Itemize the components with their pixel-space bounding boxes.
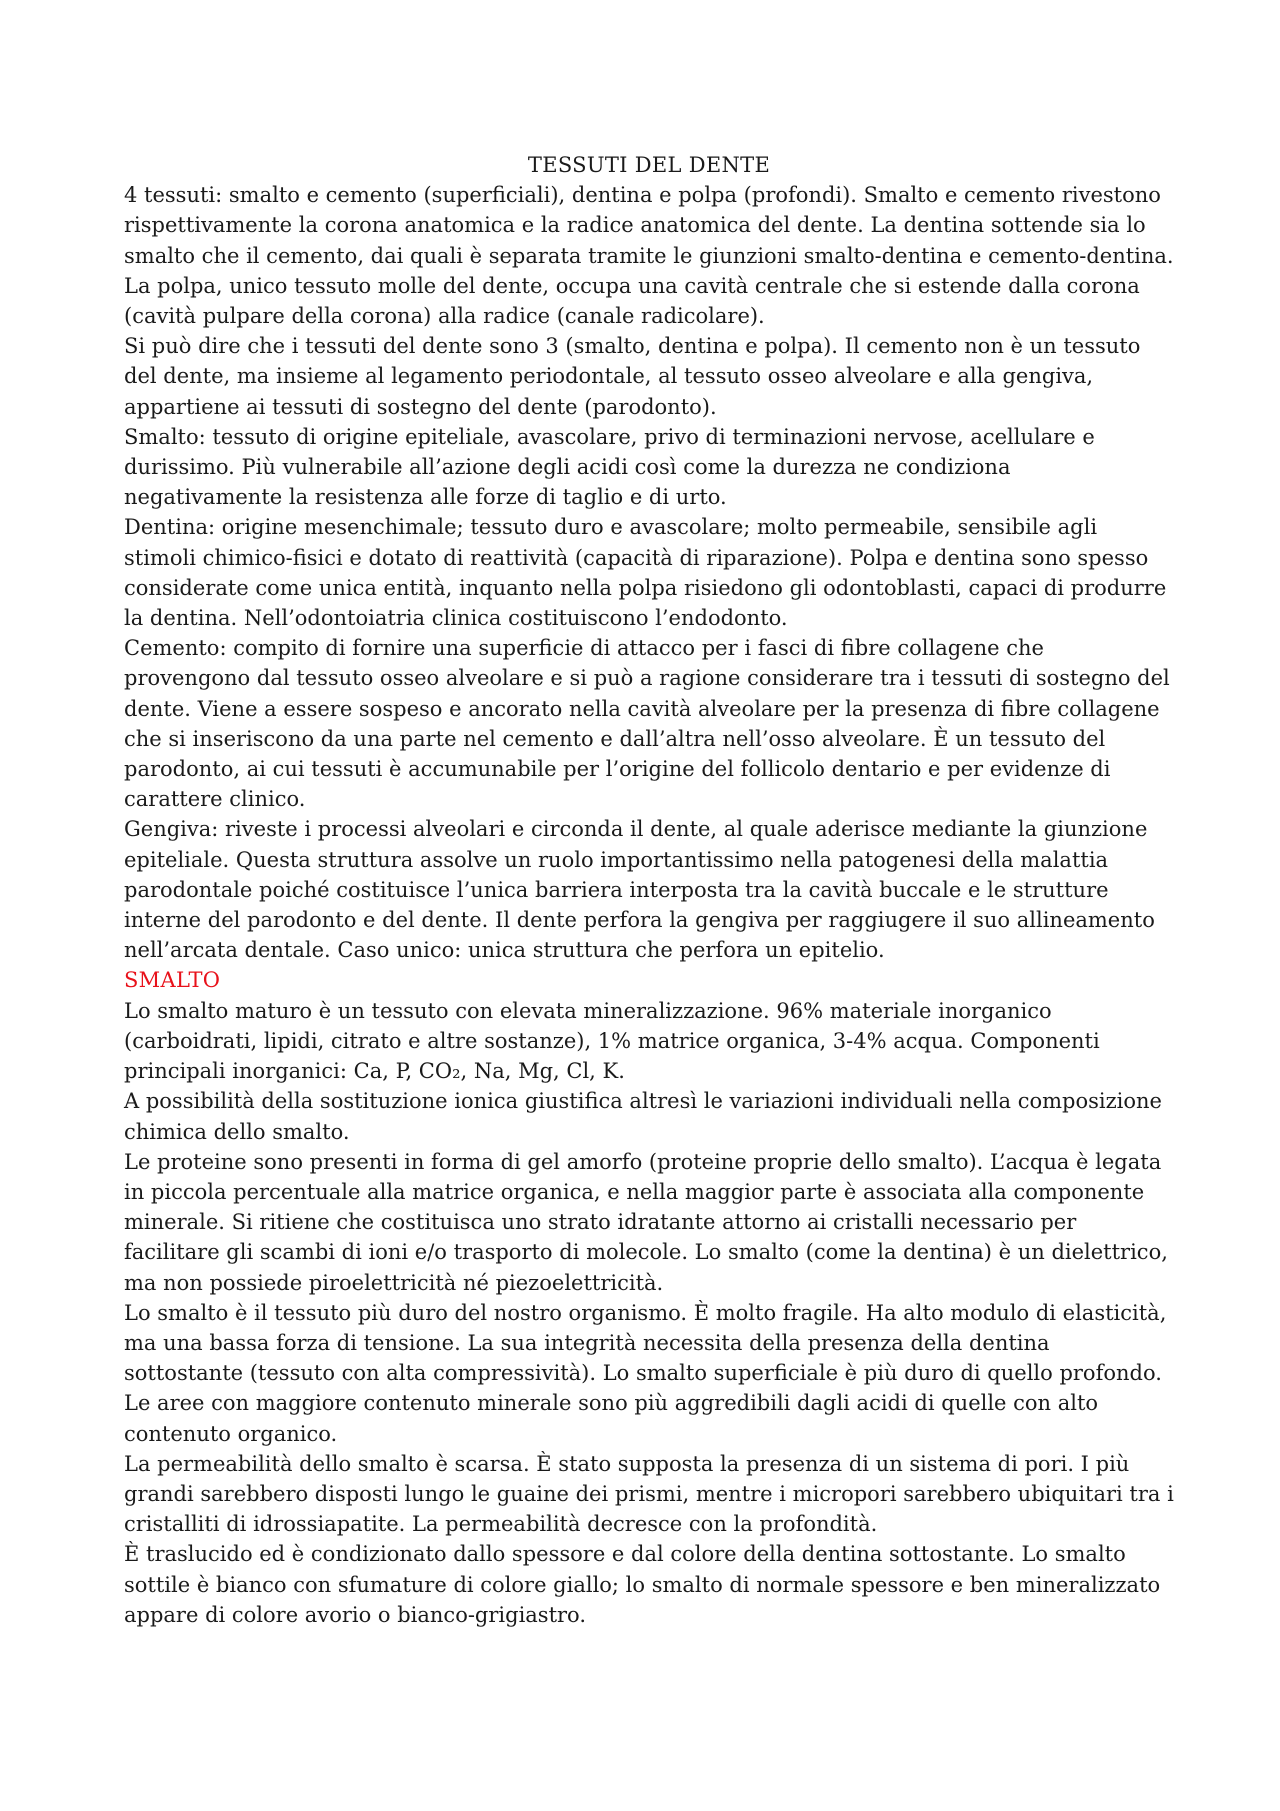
document-title: TESSUTI DEL DENTE [527,153,771,177]
paragraph-cemento-definition: Cemento: compito di fornire una superficie di attacco per i fasci di fibre collagene che provengono dal tessuto osseo alveolare e si può a ragione considerare tra i tessuti di sostegno del dente. Viene a essere sospeso e ancorato nella cavità alveolare per la presenza di fibre collagene che si inseriscono da una parte nel cemento e dall’altra nell’osso alveolare. È un tessuto del parodonto, ai cui tessuti è accumunabile per l’origine del follicolo dentario e per evidenze di carattere clinico. [124,636,1170,812]
section-heading-smalto: SMALTO [124,968,221,993]
document-body [124,150,1174,1630]
paragraph-hardness: Lo smalto è il tessuto più duro del nostro organismo. È molto fragile. Ha alto modulo di elasticità, ma una bassa forza di tensione. La sua integrità necessita della presenza della dentina sottostante (tessuto con alta compressività). Lo smalto superficiale è più duro di quello profondo. [124,1300,1167,1386]
paragraph-permeability: La permeabilità dello smalto è scarsa. È stato supposta la presenza di un sistema di pori. I più grandi sarebbero disposti lungo le guaine dei prismi, mentre i micropori sarebbero ubiquitari tra i cristalliti di idrossiapatite. La permeabilità decresce con la profondità. [124,1451,1174,1537]
paragraph-translucency: È traslucido ed è condizionato dallo spessore e dal colore della dentina sottostante. Lo smalto sottile è bianco con sfumature di colore giallo; lo smalto di normale spessore e ben mineralizzato appare di colore avorio o bianco-grigiastro. [124,1542,1161,1627]
paragraph-intro-tissues: 4 tessuti: smalto e cemento (superficiali), dentina e polpa (profondi). Smalto e cemento rivestono rispettivamente la corona anatomica e la radice anatomica del dente. La dentina sottende sia lo smalto che il cemento, dai quali è separata tramite le giunzioni smalto-dentina e cemento-dentina. La polpa, unico tessuto molle del dente, occupa una cavità centrale che si estende dalla corona (cavità pulpare della corona) alla radice (canale radicolare). [124,183,1174,329]
paragraph-ionic-substitution: A possibilità della sostituzione ionica giustifica altresì le variazioni individuali nella composizione chimica dello smalto. [124,1089,1162,1144]
paragraph-smalto-composition: Lo smalto maturo è un tessuto con elevata mineralizzazione. 96% materiale inorganico (carboidrati, lipidi, citrato e altre sostanze), 1% matrice organica, 3-4% acqua. Componenti principali inorganici: Ca, P, CO₂, Na, Mg, Cl, K. [124,998,1100,1084]
paragraph-dentina-definition: Dentina: origine mesenchimale; tessuto duro e avascolare; molto permeabile, sensibile agli stimoli chimico-fisici e dotato di reattività (capacità di riparazione). Polpa e dentina sono spesso considerate come unica entità, inquanto nella polpa risiedono gli odontoblasti, capaci di produrre la dentina. Nell’odontoiatria clinica costituiscono l’endodonto. [124,515,1167,631]
paragraph-smalto-definition: Smalto: tessuto di origine epiteliale, avascolare, privo di terminazioni nervose, acellulare e durissimo. Più vulnerabile all’azione degli acidi così come la durezza ne condiziona negativamente la resistenza alle forze di taglio e di urto. [124,424,1095,510]
paragraph-gengiva-definition: Gengiva: riveste i processi alveolari e circonda il dente, al quale aderisce mediante la giunzione epiteliale. Questa struttura assolve un ruolo importantissimo nella patogenesi della malattia parodontale poiché costituisce l’unica barriera interposta tra la cavità buccale e le strutture interne del parodonto e del dente. Il dente perfora la gengiva per raggiugere il suo allineamento nell’arcata dentale. Caso unico: unica struttura che perfora un epitelio. [124,817,1155,963]
paragraph-proteins-water: Le proteine sono presenti in forma di gel amorfo (proteine proprie dello smalto). L’acqua è legata in piccola percentuale alla matrice organica, e nella maggior parte è associata alla componente minerale. Si ritiene che costituisca uno strato idratante attorno ai cristalli necessario per facilitare gli scambi di ioni e/o trasporto di molecole. Lo smalto (come la dentina) è un dielettrico, ma non possiede piroelettricità né piezoelettricità. [124,1149,1168,1295]
paragraph-three-tissues: Si può dire che i tessuti del dente sono 3 (smalto, dentina e polpa). Il cemento non è un tessuto del dente, ma insieme al legamento periodontale, al tessuto osseo alveolare e alla gengiva, appartiene ai tessuti di sostegno del dente (parodonto). [124,334,1141,419]
paragraph-mineral-areas: Le aree con maggiore contenuto minerale sono più aggredibili dagli acidi di quelle con alto contenuto organico. [124,1391,1099,1446]
